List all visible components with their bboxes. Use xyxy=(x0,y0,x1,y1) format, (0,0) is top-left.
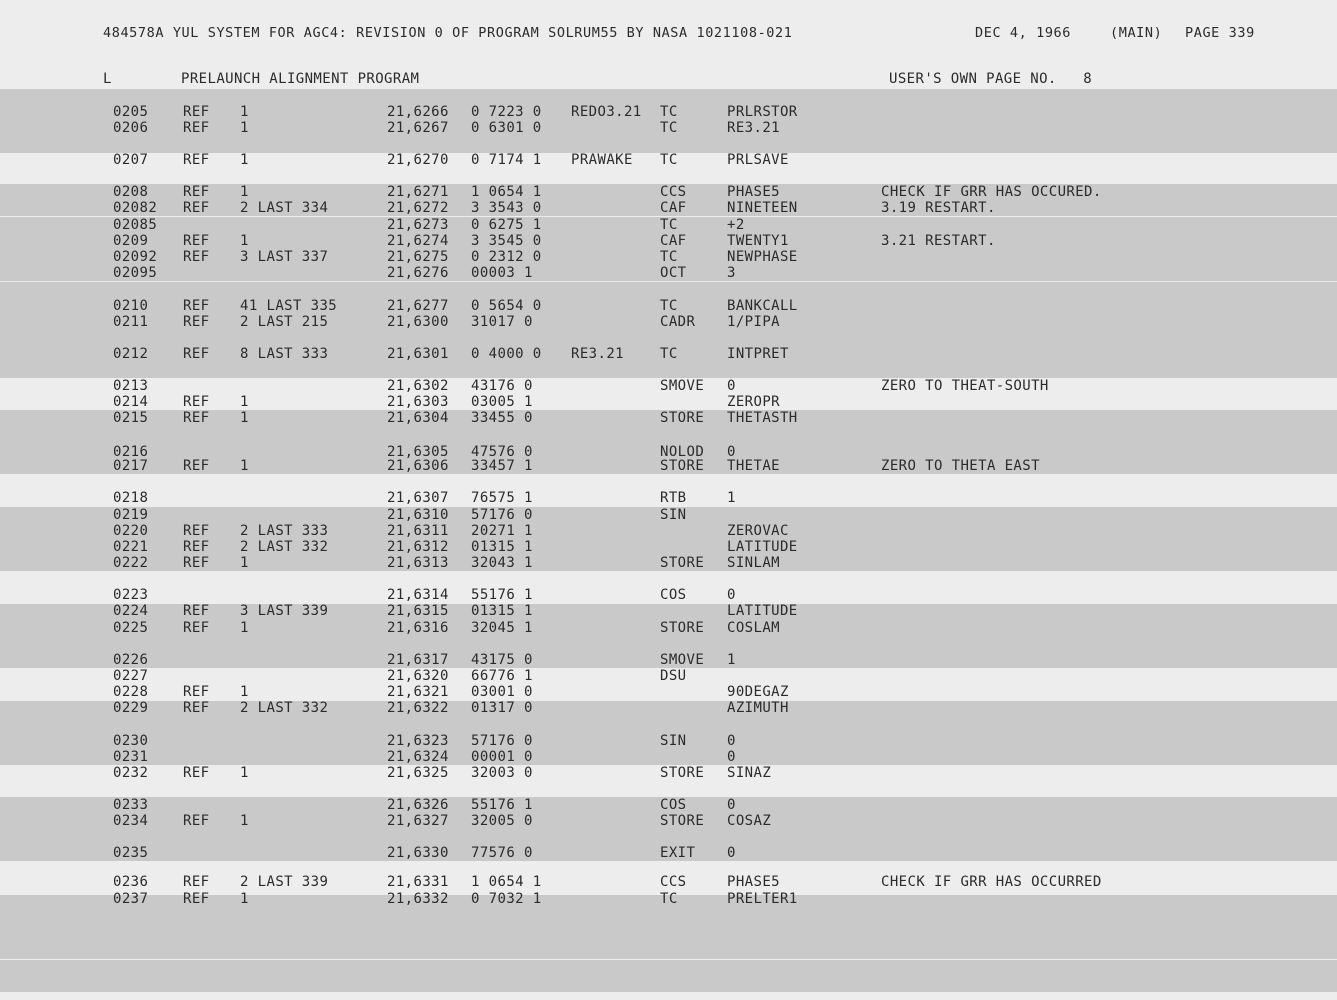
ref-count: 2 LAST 332 xyxy=(240,700,329,716)
octal-word: 32003 0 xyxy=(471,765,533,781)
comment: ZERO TO THEAT-SOUTH xyxy=(881,378,1049,394)
octal-word: 31017 0 xyxy=(471,314,533,330)
line-number: 0212 xyxy=(113,346,149,362)
line-number: 0229 xyxy=(113,700,149,716)
address: 21,6307 xyxy=(387,490,449,506)
operand: THETAE xyxy=(727,458,780,474)
operand: 1 xyxy=(727,652,736,668)
address: 21,6323 xyxy=(387,733,449,749)
ref-count: 1 xyxy=(240,555,249,571)
ref-count: 1 xyxy=(240,891,249,907)
ref-count: 1 xyxy=(240,120,249,136)
octal-word: 3 3543 0 xyxy=(471,200,542,216)
ref-marker: REF xyxy=(183,813,210,829)
operand: BANKCALL xyxy=(727,298,798,314)
address: 21,6324 xyxy=(387,749,449,765)
octal-word: 1 0654 1 xyxy=(471,874,542,890)
octal-word: 0 7174 1 xyxy=(471,152,542,168)
opcode: TC xyxy=(660,104,678,120)
opcode: STORE xyxy=(660,620,705,636)
ref-marker: REF xyxy=(183,120,210,136)
octal-word: 32043 1 xyxy=(471,555,533,571)
octal-word: 0 2312 0 xyxy=(471,249,542,265)
address: 21,6316 xyxy=(387,620,449,636)
octal-word: 55176 1 xyxy=(471,587,533,603)
address: 21,6327 xyxy=(387,813,449,829)
ref-count: 2 LAST 334 xyxy=(240,200,329,216)
line-number: 0236 xyxy=(113,874,149,890)
ref-count: 1 xyxy=(240,104,249,120)
line-number: 0210 xyxy=(113,298,149,314)
line-number: 0232 xyxy=(113,765,149,781)
line-number: 0216 xyxy=(113,444,149,460)
ref-marker: REF xyxy=(183,152,210,168)
octal-word: 0 7223 0 xyxy=(471,104,542,120)
opcode: TC xyxy=(660,346,678,362)
operand: AZIMUTH xyxy=(727,700,789,716)
opcode: COS xyxy=(660,797,687,813)
subheader-user-page: USER'S OWN PAGE NO. 8 xyxy=(889,71,1093,87)
operand: INTPRET xyxy=(727,346,789,362)
opcode: STORE xyxy=(660,410,705,426)
opcode: TC xyxy=(660,120,678,136)
ref-marker: REF xyxy=(183,184,210,200)
operand: LATITUDE xyxy=(727,539,798,555)
opcode: TC xyxy=(660,217,678,233)
octal-word: 0 7032 1 xyxy=(471,891,542,907)
ref-marker: REF xyxy=(183,298,210,314)
address: 21,6313 xyxy=(387,555,449,571)
address: 21,6270 xyxy=(387,152,449,168)
operand: SINAZ xyxy=(727,765,772,781)
operand: 3 xyxy=(727,265,736,281)
octal-word: 20271 1 xyxy=(471,523,533,539)
ref-marker: REF xyxy=(183,765,210,781)
opcode: STORE xyxy=(660,765,705,781)
octal-word: 1 0654 1 xyxy=(471,184,542,200)
opcode: STORE xyxy=(660,555,705,571)
operand: 0 xyxy=(727,444,736,460)
label: RE3.21 xyxy=(571,346,624,362)
comment: 3.19 RESTART. xyxy=(881,200,996,216)
operand: 0 xyxy=(727,845,736,861)
address: 21,6272 xyxy=(387,200,449,216)
address: 21,6317 xyxy=(387,652,449,668)
line-number: 0208 xyxy=(113,184,149,200)
line-number: 02085 xyxy=(113,217,158,233)
ref-marker: REF xyxy=(183,891,210,907)
octal-word: 77576 0 xyxy=(471,845,533,861)
address: 21,6275 xyxy=(387,249,449,265)
opcode: CCS xyxy=(660,874,687,890)
address: 21,6271 xyxy=(387,184,449,200)
operand: 0 xyxy=(727,797,736,813)
line-number: 02082 xyxy=(113,200,158,216)
octal-word: 00003 1 xyxy=(471,265,533,281)
ref-count: 1 xyxy=(240,394,249,410)
address: 21,6274 xyxy=(387,233,449,249)
address: 21,6310 xyxy=(387,507,449,523)
ref-marker: REF xyxy=(183,410,210,426)
line-number: 0213 xyxy=(113,378,149,394)
operand: PRELTER1 xyxy=(727,891,798,907)
opcode: COS xyxy=(660,587,687,603)
address: 21,6322 xyxy=(387,700,449,716)
header-section: (MAIN) xyxy=(1110,25,1163,41)
octal-word: 01315 1 xyxy=(471,603,533,619)
line-number: 0218 xyxy=(113,490,149,506)
operand: PHASE5 xyxy=(727,184,780,200)
header-page-number: PAGE 339 xyxy=(1185,25,1255,41)
header-title: 484578A YUL SYSTEM FOR AGC4: REVISION 0 OF PROGRAM SOLRUM55 BY NASA 1021108-021 xyxy=(103,25,793,41)
comment: ZERO TO THETA EAST xyxy=(881,458,1040,474)
ref-marker: REF xyxy=(183,104,210,120)
ref-marker: REF xyxy=(183,555,210,571)
line-number: 0206 xyxy=(113,120,149,136)
ref-marker: REF xyxy=(183,874,210,890)
operand: NEWPHASE xyxy=(727,249,798,265)
address: 21,6326 xyxy=(387,797,449,813)
opcode: TC xyxy=(660,891,678,907)
ref-count: 1 xyxy=(240,184,249,200)
address: 21,6311 xyxy=(387,523,449,539)
ref-count: 2 LAST 333 xyxy=(240,523,329,539)
ref-marker: REF xyxy=(183,539,210,555)
opcode: DSU xyxy=(660,668,687,684)
address: 21,6306 xyxy=(387,458,449,474)
octal-word: 01317 0 xyxy=(471,700,533,716)
line-number: 0217 xyxy=(113,458,149,474)
ref-count: 1 xyxy=(240,152,249,168)
address: 21,6301 xyxy=(387,346,449,362)
octal-word: 32005 0 xyxy=(471,813,533,829)
ref-marker: REF xyxy=(183,700,210,716)
opcode: OCT xyxy=(660,265,687,281)
operand: 0 xyxy=(727,749,736,765)
operand: 1/PIPA xyxy=(727,314,780,330)
comment: CHECK IF GRR HAS OCCURRED xyxy=(881,874,1102,890)
line-number: 0237 xyxy=(113,891,149,907)
octal-word: 00001 0 xyxy=(471,749,533,765)
address: 21,6267 xyxy=(387,120,449,136)
ref-count: 1 xyxy=(240,765,249,781)
line-number: 0233 xyxy=(113,797,149,813)
ref-marker: REF xyxy=(183,233,210,249)
octal-word: 43176 0 xyxy=(471,378,533,394)
octal-word: 33455 0 xyxy=(471,410,533,426)
operand: PRLRSTOR xyxy=(727,104,798,120)
address: 21,6331 xyxy=(387,874,449,890)
ref-count: 1 xyxy=(240,233,249,249)
line-number: 0215 xyxy=(113,410,149,426)
octal-word: 03001 0 xyxy=(471,684,533,700)
line-number: 0230 xyxy=(113,733,149,749)
octal-word: 0 6275 1 xyxy=(471,217,542,233)
address: 21,6314 xyxy=(387,587,449,603)
line-number: 0221 xyxy=(113,539,149,555)
operand: ZEROPR xyxy=(727,394,780,410)
ref-marker: REF xyxy=(183,394,210,410)
label: REDO3.21 xyxy=(571,104,642,120)
operand: 1 xyxy=(727,490,736,506)
address: 21,6300 xyxy=(387,314,449,330)
operand: SINLAM xyxy=(727,555,780,571)
ref-marker: REF xyxy=(183,684,210,700)
octal-word: 76575 1 xyxy=(471,490,533,506)
ref-marker: REF xyxy=(183,603,210,619)
operand: 0 xyxy=(727,587,736,603)
header-date: DEC 4, 1966 xyxy=(975,25,1072,41)
ref-count: 2 LAST 339 xyxy=(240,874,329,890)
address: 21,6320 xyxy=(387,668,449,684)
line-number: 02092 xyxy=(113,249,158,265)
octal-word: 03005 1 xyxy=(471,394,533,410)
line-number: 0228 xyxy=(113,684,149,700)
opcode: CAF xyxy=(660,200,687,216)
address: 21,6302 xyxy=(387,378,449,394)
operand: NINETEEN xyxy=(727,200,798,216)
operand: THETASTH xyxy=(727,410,798,426)
ref-count: 3 LAST 339 xyxy=(240,603,329,619)
line-number: 0209 xyxy=(113,233,149,249)
address: 21,6305 xyxy=(387,444,449,460)
line-number: 0207 xyxy=(113,152,149,168)
opcode: STORE xyxy=(660,813,705,829)
operand: PHASE5 xyxy=(727,874,780,890)
ref-count: 2 LAST 332 xyxy=(240,539,329,555)
comment: 3.21 RESTART. xyxy=(881,233,996,249)
line-number: 0235 xyxy=(113,845,149,861)
opcode: CCS xyxy=(660,184,687,200)
octal-word: 66776 1 xyxy=(471,668,533,684)
ref-count: 2 LAST 215 xyxy=(240,314,329,330)
opcode: CADR xyxy=(660,314,696,330)
opcode: TC xyxy=(660,249,678,265)
ref-count: 41 LAST 335 xyxy=(240,298,338,314)
ref-count: 1 xyxy=(240,410,249,426)
line-number: 0231 xyxy=(113,749,149,765)
octal-word: 57176 0 xyxy=(471,507,533,523)
ref-marker: REF xyxy=(183,346,210,362)
opcode: TC xyxy=(660,152,678,168)
ref-count: 1 xyxy=(240,458,249,474)
line-number: 0227 xyxy=(113,668,149,684)
address: 21,6273 xyxy=(387,217,449,233)
ref-count: 3 LAST 337 xyxy=(240,249,329,265)
address: 21,6266 xyxy=(387,104,449,120)
line-number: 0223 xyxy=(113,587,149,603)
operand: PRLSAVE xyxy=(727,152,789,168)
opcode: TC xyxy=(660,298,678,314)
line-number: 0226 xyxy=(113,652,149,668)
subheader-marker: L xyxy=(103,71,112,87)
operand: COSAZ xyxy=(727,813,772,829)
opcode: SMOVE xyxy=(660,378,705,394)
line-number: 0225 xyxy=(113,620,149,636)
address: 21,6321 xyxy=(387,684,449,700)
octal-word: 33457 1 xyxy=(471,458,533,474)
line-number: 0220 xyxy=(113,523,149,539)
line-number: 0234 xyxy=(113,813,149,829)
opcode: EXIT xyxy=(660,845,696,861)
operand: COSLAM xyxy=(727,620,780,636)
octal-word: 3 3545 0 xyxy=(471,233,542,249)
ref-marker: REF xyxy=(183,314,210,330)
address: 21,6330 xyxy=(387,845,449,861)
ref-marker: REF xyxy=(183,620,210,636)
label: PRAWAKE xyxy=(571,152,633,168)
operand: 0 xyxy=(727,733,736,749)
ref-count: 8 LAST 333 xyxy=(240,346,329,362)
address: 21,6303 xyxy=(387,394,449,410)
line-number: 0219 xyxy=(113,507,149,523)
address: 21,6304 xyxy=(387,410,449,426)
ref-count: 1 xyxy=(240,813,249,829)
ref-count: 1 xyxy=(240,684,249,700)
opcode: STORE xyxy=(660,458,705,474)
opcode: CAF xyxy=(660,233,687,249)
operand: LATITUDE xyxy=(727,603,798,619)
opcode: RTB xyxy=(660,490,687,506)
subheader-title: PRELAUNCH ALIGNMENT PROGRAM xyxy=(181,71,420,87)
octal-word: 0 4000 0 xyxy=(471,346,542,362)
line-number: 0211 xyxy=(113,314,149,330)
operand: ZEROVAC xyxy=(727,523,789,539)
octal-word: 0 6301 0 xyxy=(471,120,542,136)
operand: 0 xyxy=(727,378,736,394)
opcode: SMOVE xyxy=(660,652,705,668)
octal-word: 43175 0 xyxy=(471,652,533,668)
operand: 90DEGAZ xyxy=(727,684,789,700)
opcode: SIN xyxy=(660,507,687,523)
line-number: 0205 xyxy=(113,104,149,120)
octal-word: 01315 1 xyxy=(471,539,533,555)
opcode: NOLOD xyxy=(660,444,705,460)
octal-word: 55176 1 xyxy=(471,797,533,813)
line-number: 0214 xyxy=(113,394,149,410)
operand: RE3.21 xyxy=(727,120,780,136)
comment: CHECK IF GRR HAS OCCURED. xyxy=(881,184,1102,200)
line-number: 0224 xyxy=(113,603,149,619)
ref-marker: REF xyxy=(183,458,210,474)
ref-marker: REF xyxy=(183,523,210,539)
address: 21,6312 xyxy=(387,539,449,555)
line-number: 02095 xyxy=(113,265,158,281)
address: 21,6325 xyxy=(387,765,449,781)
octal-word: 47576 0 xyxy=(471,444,533,460)
octal-word: 0 5654 0 xyxy=(471,298,542,314)
ref-count: 1 xyxy=(240,620,249,636)
address: 21,6315 xyxy=(387,603,449,619)
address: 21,6332 xyxy=(387,891,449,907)
operand: +2 xyxy=(727,217,745,233)
ref-marker: REF xyxy=(183,200,210,216)
address: 21,6277 xyxy=(387,298,449,314)
address: 21,6276 xyxy=(387,265,449,281)
operand: TWENTY1 xyxy=(727,233,789,249)
line-number: 0222 xyxy=(113,555,149,571)
opcode: SIN xyxy=(660,733,687,749)
octal-word: 32045 1 xyxy=(471,620,533,636)
octal-word: 57176 0 xyxy=(471,733,533,749)
ref-marker: REF xyxy=(183,249,210,265)
